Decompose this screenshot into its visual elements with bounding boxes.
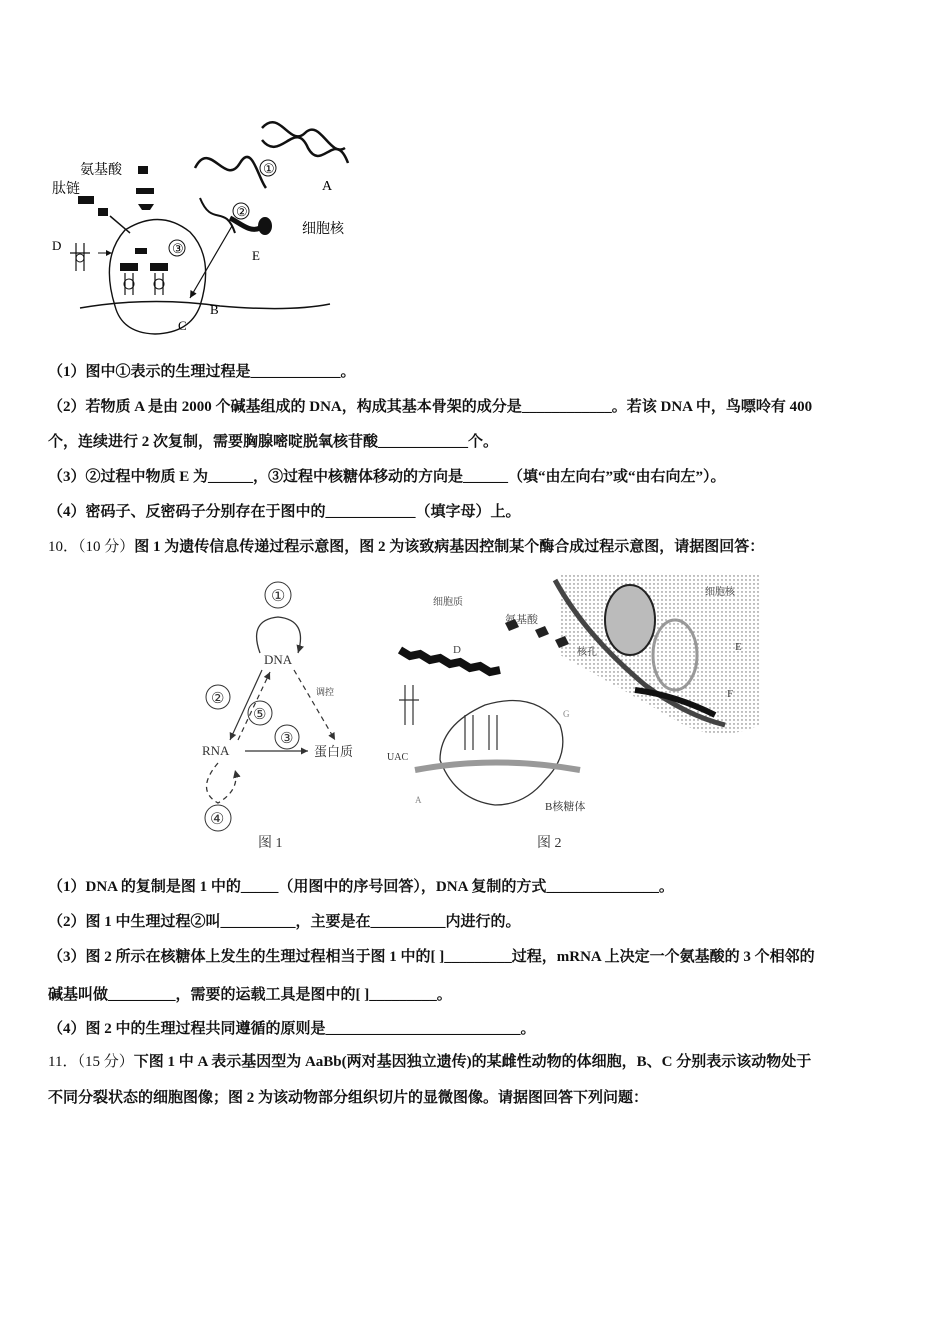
label-F2: F [727, 688, 734, 700]
amino-acid-label: 氨基酸 [505, 614, 538, 626]
c1: ① [271, 588, 286, 605]
q10-line-3: （3）图 2 所示在核糖体上发生的生理过程相当于图 1 中的[ ]_________过程，mRNA 上决定一个氨基酸的 3 个相邻的 [48, 949, 815, 965]
ribosome-B [440, 701, 563, 806]
fig1-caption: 图 1 [258, 836, 283, 851]
label-peptide: 肽链 [52, 182, 80, 197]
rna-label: RNA [202, 743, 230, 758]
q11-stem [48, 1052, 811, 1072]
dna-loop [605, 585, 655, 655]
q9-line-4: （3）②过程中物质 E 为______，③过程中核糖体移动的方向是______（填“由左向右”或“由右向左”）。 [48, 469, 726, 485]
label-B: B [210, 302, 219, 317]
q10-stem-text: 图 1 为遗传信息传递过程示意图，图 2 为该致病基因控制某个酶合成过程示意图，请据图回答： [134, 539, 765, 555]
ribosome-label: B核糖体 [545, 801, 586, 813]
q9-line-2: （2）若物质 A 是由 2000 个碱基组成的 DNA，构成其基本骨架的成分是____________。若该 DNA 中，鸟嘌呤有 400 [48, 399, 813, 415]
pore-label: 核孔 [577, 647, 597, 658]
ribosome-C [109, 219, 205, 334]
uac-label: UAC [387, 752, 409, 763]
q10-line-5: （4）图 2 中的生理过程共同遵循的原则是__________________________。 [48, 1021, 536, 1037]
membrane-B [80, 301, 330, 308]
label-E: E [252, 248, 260, 263]
label-nucleus: 细胞核 [302, 222, 344, 237]
q11-score: （15 分） [77, 1054, 134, 1070]
circle-1: ① [263, 161, 275, 176]
circle-2: ② [236, 204, 248, 219]
edge-label: 调控 [316, 687, 335, 697]
figure-central-dogma [190, 575, 390, 855]
label-A2: A [415, 795, 422, 805]
q9-line-3: 个，连续进行 2 次复制，需要胸腺嘧啶脱氧核苷酸____________个。 [48, 434, 499, 450]
fig2-caption: 图 2 [537, 836, 562, 851]
label-E2: E [735, 641, 742, 653]
q10-line-1: （1）DNA 的复制是图 1 中的_____（用图中的序号回答），DNA 复制的方式_______________。 [48, 879, 674, 895]
label-A: A [322, 179, 333, 194]
q11-number: 11． [48, 1054, 78, 1070]
label-G2: G [563, 709, 570, 719]
figure-translation-transcription [40, 108, 380, 343]
c2: ② [211, 691, 225, 707]
protein-label: 蛋白质 [314, 744, 354, 759]
figure-enzyme-synthesis [385, 575, 760, 855]
label-C: C [178, 318, 187, 333]
label-amino-acid: 氨基酸 [80, 163, 122, 178]
q9-line-5: （4）密码子、反密码子分别存在于图中的____________（填字母）上。 [48, 504, 521, 520]
q9-line-1: （1）图中①表示的生理过程是____________。 [48, 364, 356, 380]
q10-line-4: 碱基叫做_________，需要的运载工具是图中的[ ]_________。 [48, 987, 452, 1003]
rna-polymerase-E [258, 217, 272, 235]
circle-3: ③ [172, 241, 184, 256]
dna-label: DNA [264, 652, 293, 667]
label-D2: D [453, 644, 461, 656]
q10-number: 10． [48, 539, 79, 555]
c4: ④ [210, 811, 225, 828]
nucleus-label: 细胞核 [705, 587, 735, 598]
q10-line-2: （2）图 1 中生理过程②叫__________，主要是在__________内进行的。 [48, 914, 521, 930]
tRNA-D [70, 243, 90, 271]
q11-stem-text: 下图 1 中 A 表示基因型为 AaBb(两对基因独立遗传)的某雌性动物的体细胞，B、C 分别表示该动物处于 [133, 1054, 812, 1070]
c3: ③ [280, 731, 294, 747]
q11-line-2: 不同分裂状态的细胞图像；图 2 为该动物部分组织切片的显微图像。请据图回答下列问题： [48, 1090, 649, 1106]
dna-helix-A [262, 122, 345, 149]
cytoplasm-label: 细胞质 [433, 597, 463, 608]
label-D: D [52, 238, 62, 253]
q10-score: （10 分） [78, 539, 135, 555]
q10-stem [48, 537, 764, 557]
c5: ⑤ [253, 707, 267, 723]
